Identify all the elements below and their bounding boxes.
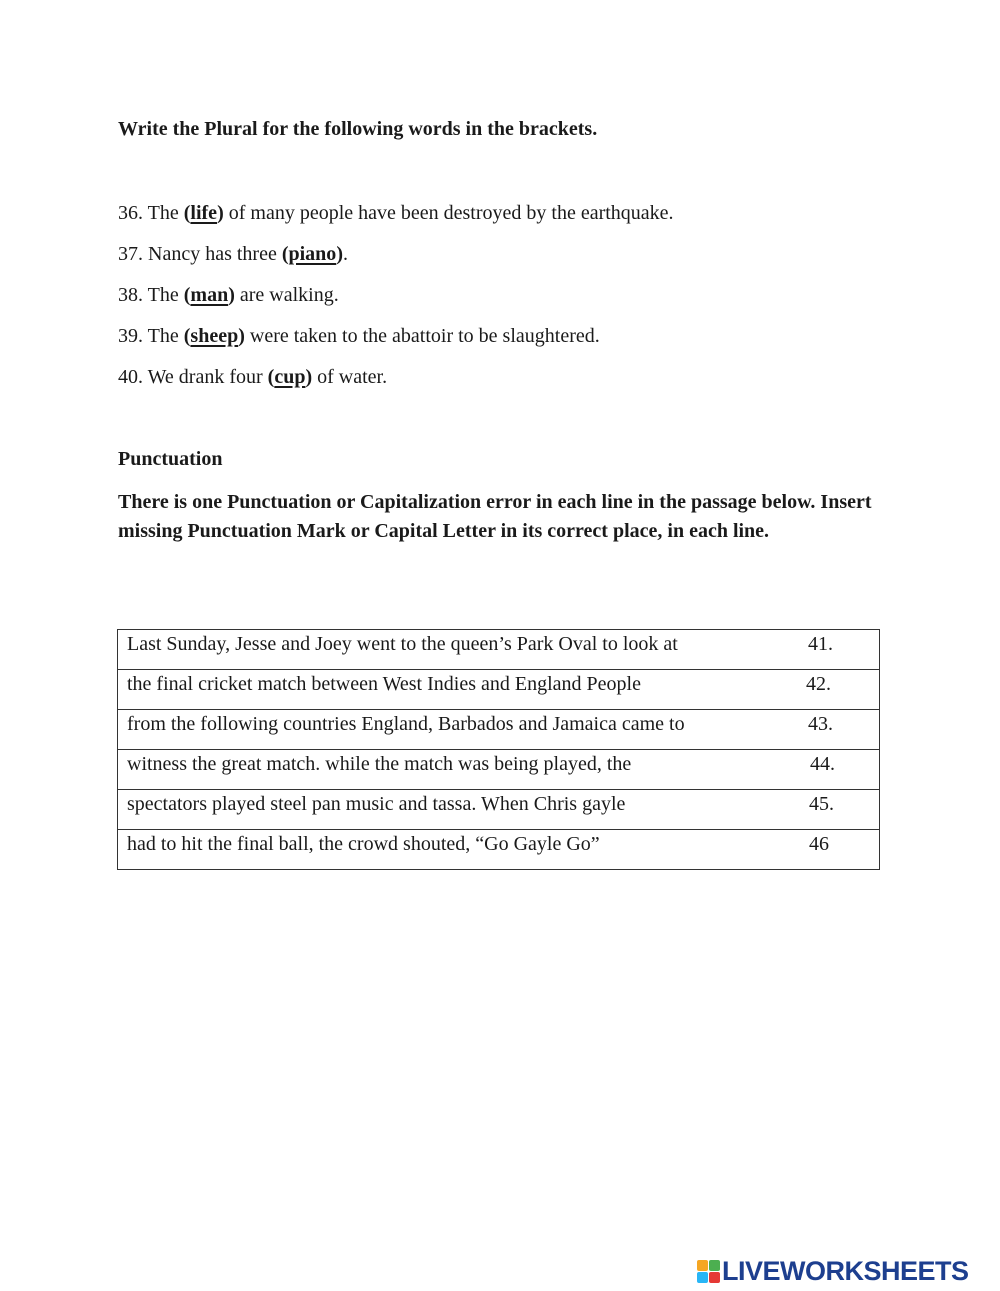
logo-square-i (709, 1260, 720, 1271)
bracketed-word (282, 243, 343, 265)
target-word: piano (288, 243, 337, 265)
open-bracket: ( (183, 284, 191, 306)
passage-line-number: 46 (809, 833, 829, 855)
logo-square-v (697, 1272, 708, 1283)
passage-line-42 (118, 670, 880, 710)
liveworksheets-logo-icon (697, 1260, 720, 1283)
question-36 (118, 199, 674, 240)
question-text-before: The (147, 284, 184, 306)
logo-square-e (709, 1272, 720, 1283)
question-37 (118, 240, 674, 281)
passage-line-41 (118, 630, 880, 670)
passage-line-number: 44. (810, 753, 835, 775)
plural-question-list (118, 199, 674, 404)
passage-line-text: Last Sunday, Jesse and Joey went to the queen’s Park Oval to look at (127, 633, 678, 655)
passage-cell (118, 710, 880, 750)
passage-line-number: 41. (808, 633, 833, 655)
liveworksheets-logo-text: LIVEWORKSHEETS (722, 1256, 969, 1286)
question-text-before: The (147, 325, 184, 347)
passage-line-text: from the following countries England, Barbados and Jamaica came to (127, 713, 685, 735)
question-text-before: We drank four (147, 366, 268, 388)
passage-line-44 (118, 750, 880, 790)
passage-line-45 (118, 790, 880, 830)
passage-line-number: 43. (808, 713, 833, 735)
punctuation-section-title: Punctuation (118, 448, 223, 470)
close-bracket: ) (238, 325, 245, 347)
close-bracket: ) (336, 243, 343, 265)
passage-cell (118, 670, 880, 710)
question-number: 39. (118, 325, 143, 347)
question-40 (118, 363, 674, 404)
passage-table (117, 629, 880, 870)
bracketed-word (184, 202, 224, 224)
close-bracket: ) (217, 202, 224, 224)
bracketed-word (184, 325, 245, 347)
close-bracket: ) (228, 284, 235, 306)
passage-cell (118, 750, 880, 790)
passage-line-43 (118, 710, 880, 750)
question-text-after: of many people have been destroyed by the earthquake. (223, 202, 674, 224)
target-word: sheep (190, 325, 239, 347)
bracketed-word (184, 284, 235, 306)
passage-cell (118, 830, 880, 870)
passage-line-text: witness the great match. while the match was being played, the (127, 753, 632, 775)
question-text-after: . (342, 243, 348, 265)
question-number: 36. (118, 202, 143, 224)
target-word: man (190, 284, 229, 306)
question-text-after: were taken to the abattoir to be slaughtered. (244, 325, 600, 347)
question-number: 40. (118, 366, 143, 388)
passage-line-46 (118, 830, 880, 870)
open-bracket: ( (183, 202, 191, 224)
question-text-after: are walking. (234, 284, 339, 306)
punctuation-instructions: There is one Punctuation or Capitalization error in each line in the passage below. Insert missing Punctuation Mark or Capital Letter in its correct place, in each line. (118, 491, 872, 542)
question-text-before: The (147, 202, 184, 224)
close-bracket: ) (305, 366, 313, 388)
question-number: 38. (118, 284, 143, 306)
passage-cell (118, 790, 880, 830)
question-number: 37. (118, 243, 143, 265)
target-word: cup (274, 366, 306, 388)
passage-line-text: the final cricket match between West Indies and England People (127, 673, 641, 695)
worksheet-heading: Write the Plural for the following words in the brackets. (118, 118, 598, 140)
open-bracket: ( (267, 366, 275, 388)
passage-line-number: 45. (809, 793, 834, 815)
liveworksheets-logo (697, 1254, 969, 1288)
open-bracket: ( (183, 325, 191, 347)
passage-line-text: spectators played steel pan music and tassa. When Chris gayle (127, 793, 626, 815)
target-word: life (190, 202, 218, 224)
question-39 (118, 322, 674, 363)
passage-line-number: 42. (806, 673, 831, 695)
bracketed-word (268, 366, 312, 388)
passage-line-text: had to hit the final ball, the crowd shouted, “Go Gayle Go” (127, 833, 600, 855)
question-text-before: Nancy has three (148, 243, 282, 265)
passage-cell (118, 630, 880, 670)
open-bracket: ( (281, 243, 289, 265)
question-text-after: of water. (312, 366, 388, 388)
question-38 (118, 281, 674, 322)
logo-square-l (697, 1260, 708, 1271)
